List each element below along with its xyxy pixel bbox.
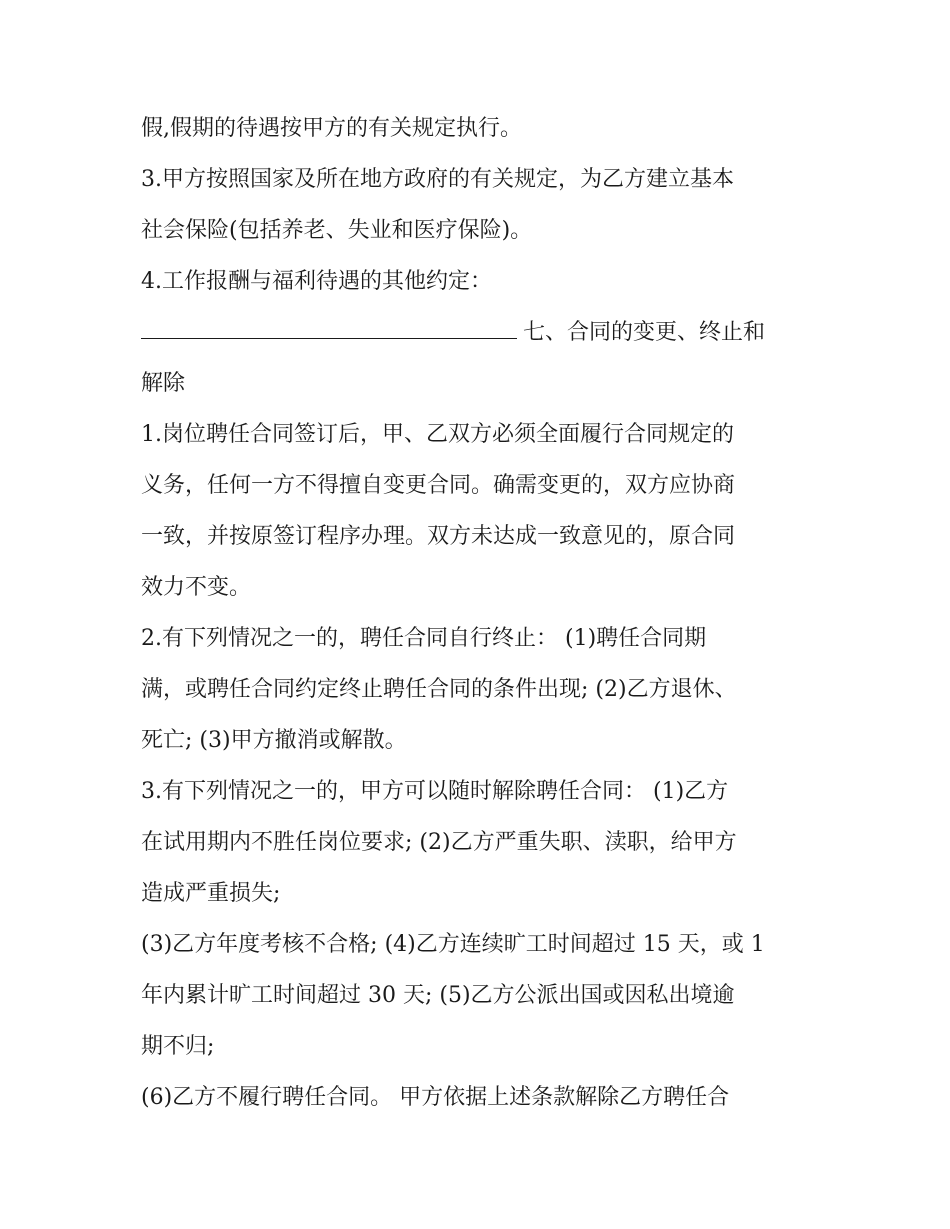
text-line: 假,假期的待遇按甲方的有关规定执行。 [141,116,522,141]
section-heading-seven: 七、合同的变更、终止和 [523,320,766,345]
text-line: 3.有下列情况之一的，甲方可以随时解除聘任合同： (1)乙方 [141,779,729,804]
text-line: 期不归; [141,1034,215,1059]
text-line: 解除 [141,371,186,396]
text-line: 1.岗位聘任合同签订后，甲、乙双方必须全面履行合同规定的 [141,422,734,447]
text-line: 一致，并按原签订程序办理。双方未达成一致意见的，原合同 [141,524,736,549]
text-line: 年内累计旷工时间超过 30 天; (5)乙方公派出国或因私出境逾 [141,983,735,1008]
text-line: 社会保险(包括养老、失业和医疗保险)。 [141,218,533,243]
text-line: 满，或聘任合同约定终止聘任合同的条件出现; (2)乙方退休、 [141,677,737,702]
text-line: (3)乙方年度考核不合格; (4)乙方连续旷工时间超过 15 天，或 1 [141,932,765,957]
text-line: 2.有下列情况之一的，聘任合同自行终止： (1)聘任合同期 [141,626,707,651]
text-line: 在试用期内不胜任岗位要求; (2)乙方严重失职、渎职，给甲方 [141,830,737,855]
text-line: 效力不变。 [141,575,252,600]
text-line: 义务，任何一方不得擅自变更合同。确需变更的，双方应协商 [141,473,736,498]
text-line: 造成严重损失; [141,881,281,906]
text-line: 死亡; (3)甲方撤消或解散。 [141,728,407,753]
text-line: 4.工作报酬与福利待遇的其他约定： [141,269,492,294]
text-line-with-blank [141,307,821,358]
text-line: 3.甲方按照国家及所在地方政府的有关规定，为乙方建立基本 [141,167,734,192]
text-line: (6)乙方不履行聘任合同。 甲方依据上述条款解除乙方聘任合 [141,1085,730,1110]
fill-in-blank-line [141,337,517,339]
contract-text-body [141,103,821,1123]
